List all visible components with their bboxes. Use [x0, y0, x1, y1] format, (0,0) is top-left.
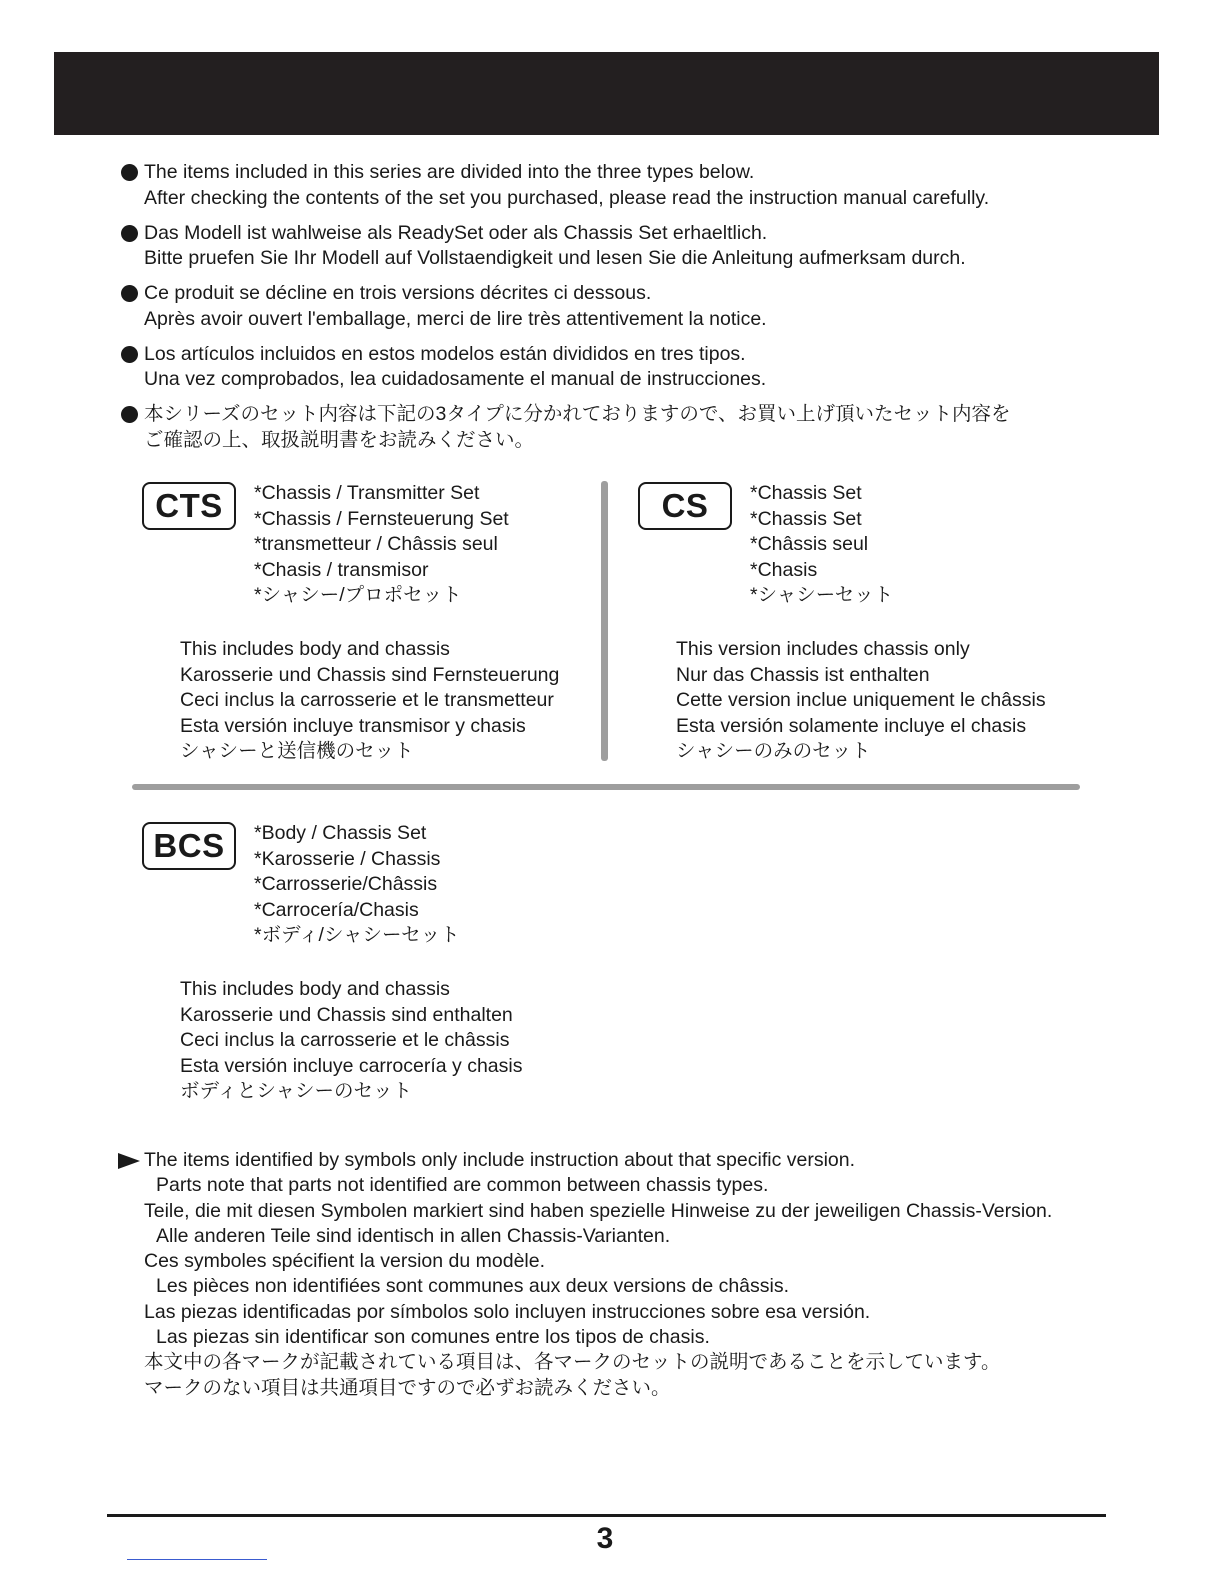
footer-link-line — [127, 1559, 267, 1560]
set-name-line: *シャシー/プロポセット — [254, 584, 462, 606]
set-desc-line: Ceci inclus la carrosserie et le châssis — [180, 1029, 510, 1051]
note-line: Ces symboles spécifient la version du modèle. — [144, 1250, 546, 1273]
set-name-line: *Chasis / transmisor — [254, 558, 429, 581]
note-line: Parts note that parts not identified are common between chassis types. — [156, 1174, 769, 1197]
note-line: マークのない項目は共通項目ですので必ずお読みください。 — [144, 1376, 671, 1399]
intro-paragraph-es — [118, 342, 1118, 393]
note-line: Les pièces non identifiées sont communes aux deux versions de châssis. — [156, 1275, 790, 1298]
intro-line: The items included in this series are divided into the three types below. — [144, 161, 755, 183]
set-desc-line: This includes body and chassis — [180, 978, 450, 1000]
bullet-icon — [121, 225, 138, 242]
arrow-right-icon — [118, 1153, 140, 1169]
set-name-line: *Chassis / Fernsteuerung Set — [254, 507, 509, 530]
cs-badge: CS — [638, 482, 732, 530]
set-desc-line: This version includes chassis only — [676, 638, 970, 660]
intro-line: Das Modell ist wahlweise als ReadySet oder als Chassis Set erhaeltlich. — [144, 221, 768, 244]
cs-description — [676, 637, 1046, 765]
intro-line: After checking the contents of the set you purchased, please read the instruction manual carefully. — [144, 186, 990, 209]
set-desc-line: シャシーと送信機のセット — [180, 740, 414, 762]
set-name-line: *Carrocería/Chasis — [254, 898, 419, 921]
set-name-line: *シャシーセット — [750, 584, 894, 606]
bullet-icon — [121, 346, 138, 363]
set-desc-line: Esta versión solamente incluye el chasis — [676, 714, 1027, 737]
set-desc-line: Nur das Chassis ist enthalten — [676, 663, 930, 686]
note-line: Alle anderen Teile sind identisch in allen Chassis-Varianten. — [156, 1224, 671, 1247]
set-desc-line: Esta versión incluye transmisor y chasis — [180, 714, 526, 737]
note-line: 本文中の各マークが記載されている項目は、各マークのセットの説明であることを示しています。 — [144, 1351, 1001, 1374]
set-name-line: *Body / Chassis Set — [254, 822, 427, 844]
note-line: The items identified by symbols only include instruction about that specific version. — [144, 1149, 856, 1171]
set-desc-line: ボディとシャシーのセット — [180, 1080, 413, 1102]
intro-paragraph-ja — [118, 402, 1118, 453]
set-desc-line: Karosserie und Chassis sind Fernsteuerung — [180, 663, 560, 686]
cts-badge: CTS — [142, 482, 236, 530]
bullet-icon — [121, 285, 138, 302]
bcs-description — [180, 977, 522, 1105]
header-bar — [54, 52, 1159, 135]
horizontal-divider — [132, 784, 1080, 790]
set-name-line: *Chassis Set — [750, 482, 862, 504]
set-desc-line: Ceci inclus la carrosserie et le transmetteur — [180, 689, 554, 711]
bullet-icon — [121, 164, 138, 181]
intro-line: Ce produit se décline en trois versions décrites ci dessous. — [144, 282, 652, 304]
set-desc-line: This includes body and chassis — [180, 638, 450, 660]
set-desc-line: Esta versión incluye carrocería y chasis — [180, 1054, 523, 1077]
note-line: Las piezas identificadas por símbolos solo incluyen instrucciones sobre esa versión. — [144, 1300, 871, 1323]
intro-line: 本シリーズのセット内容は下記の3タイプに分かれておりますので、お買い上げ頂いたセット内容を — [144, 403, 1011, 425]
bcs-badge: BCS — [142, 822, 236, 870]
intro-paragraph-de — [118, 221, 1118, 272]
set-name-line: *Carrosserie/Châssis — [254, 873, 438, 895]
intro-line: ご確認の上、取扱説明書をお読みください。 — [144, 428, 535, 451]
cts-description — [180, 637, 559, 765]
set-name-line: *Karosserie / Chassis — [254, 847, 441, 870]
set-desc-line: Cette version inclue uniquement le châssis — [676, 689, 1046, 711]
set-name-line: *ボディ/シャシーセット — [254, 924, 460, 946]
vertical-divider — [601, 481, 608, 761]
bcs-names — [254, 821, 460, 949]
set-desc-line: Karosserie und Chassis sind enthalten — [180, 1003, 513, 1026]
cs-names — [750, 481, 893, 609]
symbol-notes — [118, 1148, 1128, 1401]
cts-names — [254, 481, 509, 609]
note-line: Las piezas sin identificar son comunes entre los tipos de chasis. — [156, 1326, 710, 1349]
bullet-icon — [121, 406, 138, 423]
intro-line: Los artículos incluidos en estos modelos están divididos en tres tipos. — [144, 342, 746, 365]
footer-rule — [107, 1514, 1106, 1517]
set-name-line: *Châssis seul — [750, 533, 869, 555]
intro-paragraph-fr — [118, 281, 1118, 332]
intro-line: Bitte pruefen Sie Ihr Modell auf Vollstaendigkeit und lesen Sie die Anleitung aufmerksam durch. — [144, 247, 966, 269]
intro-line: Una vez comprobados, lea cuidadosamente el manual de instrucciones. — [144, 368, 767, 390]
note-line: Teile, die mit diesen Symbolen markiert sind haben spezielle Hinweise zu der jeweiligen Chassis-Version. — [144, 1199, 1053, 1222]
intro-paragraph-en — [118, 160, 1118, 211]
intro-section — [118, 160, 1118, 463]
set-name-line: *transmetteur / Châssis seul — [254, 533, 498, 555]
set-name-line: *Chassis Set — [750, 507, 862, 530]
page-number: 3 — [596, 1522, 614, 1555]
set-desc-line: シャシーのみのセット — [676, 740, 871, 762]
set-name-line: *Chassis / Transmitter Set — [254, 482, 480, 504]
set-name-line: *Chasis — [750, 558, 818, 581]
intro-line: Après avoir ouvert l'emballage, merci de lire très attentivement la notice. — [144, 307, 767, 330]
